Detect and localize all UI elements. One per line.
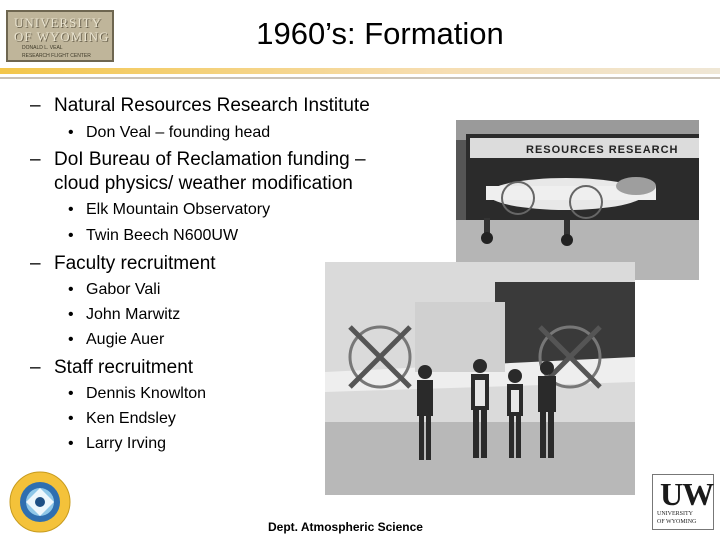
bullet-text: Faculty recruitment — [54, 253, 216, 274]
sub-bullet-text: Elk Mountain Observatory — [86, 201, 271, 218]
logo-line-wyoming: OF WYOMING — [14, 29, 110, 44]
uw-logo-line1: UNIVERSITY — [657, 511, 693, 517]
sub-bullet-text: Gabor Vali — [86, 281, 161, 298]
slide-title: 1960’s: Formation — [256, 16, 504, 51]
logo-line-university: UNIVERSITY — [14, 15, 102, 30]
sub-bullet-text: Ken Endsley — [86, 410, 176, 427]
sub-bullet-text: Dennis Knowlton — [86, 385, 207, 402]
sub-bullet-text: Larry Irving — [86, 435, 167, 452]
dash-marker: – — [30, 95, 41, 116]
bullet-text-line1: DoI Bureau of Reclamation funding – — [54, 149, 366, 170]
logo-line-rfc: RESEARCH FLIGHT CENTER — [22, 53, 91, 59]
sub-bullet-text: Augie Auer — [86, 331, 165, 348]
hangar-aircraft-photo — [456, 120, 699, 280]
bullet-text: Natural Resources Research Institute — [54, 95, 370, 116]
hangar-sign-text: RESOURCES RESEARCH — [526, 144, 679, 156]
nsf-logo — [8, 470, 72, 534]
hangar-scene-graphic — [456, 120, 699, 280]
footer-dept-label: Dept. Atmospheric Science — [268, 520, 423, 534]
research-flight-center-logo — [6, 10, 114, 62]
uw-logo-line2: OF WYOMING — [657, 519, 697, 525]
title-rule-shadow — [0, 77, 720, 79]
sub-bullet-text: John Marwitz — [86, 306, 181, 323]
bullet-text: Staff recruitment — [54, 357, 194, 378]
sub-bullet-text: Twin Beech N600UW — [86, 227, 239, 244]
bullet-dot: • — [68, 331, 74, 348]
logo-line-veal: DONALD L. VEAL — [22, 45, 63, 51]
nsf-logo-graphic — [8, 470, 72, 534]
bullet-dot: • — [68, 227, 74, 244]
bullet-dot: • — [68, 385, 74, 402]
bullet-dot: • — [68, 410, 74, 427]
uw-logo — [652, 474, 714, 530]
dash-marker: – — [30, 357, 41, 378]
crew-scene-graphic — [325, 262, 635, 495]
bullet-text-line2: cloud physics/ weather modification — [54, 173, 353, 194]
dash-marker: – — [30, 253, 41, 274]
bullet-dot: • — [68, 201, 74, 218]
uw-logo-mark: UW — [660, 476, 714, 512]
bullet-dot: • — [68, 435, 74, 452]
title-rule — [0, 68, 720, 74]
bullet-dot: • — [68, 281, 74, 298]
sub-bullet-text: Don Veal – founding head — [86, 124, 271, 141]
bullet-dot: • — [68, 124, 74, 141]
crew-aircraft-photo — [325, 262, 635, 495]
dash-marker: – — [30, 149, 41, 170]
bullet-dot: • — [68, 306, 74, 323]
